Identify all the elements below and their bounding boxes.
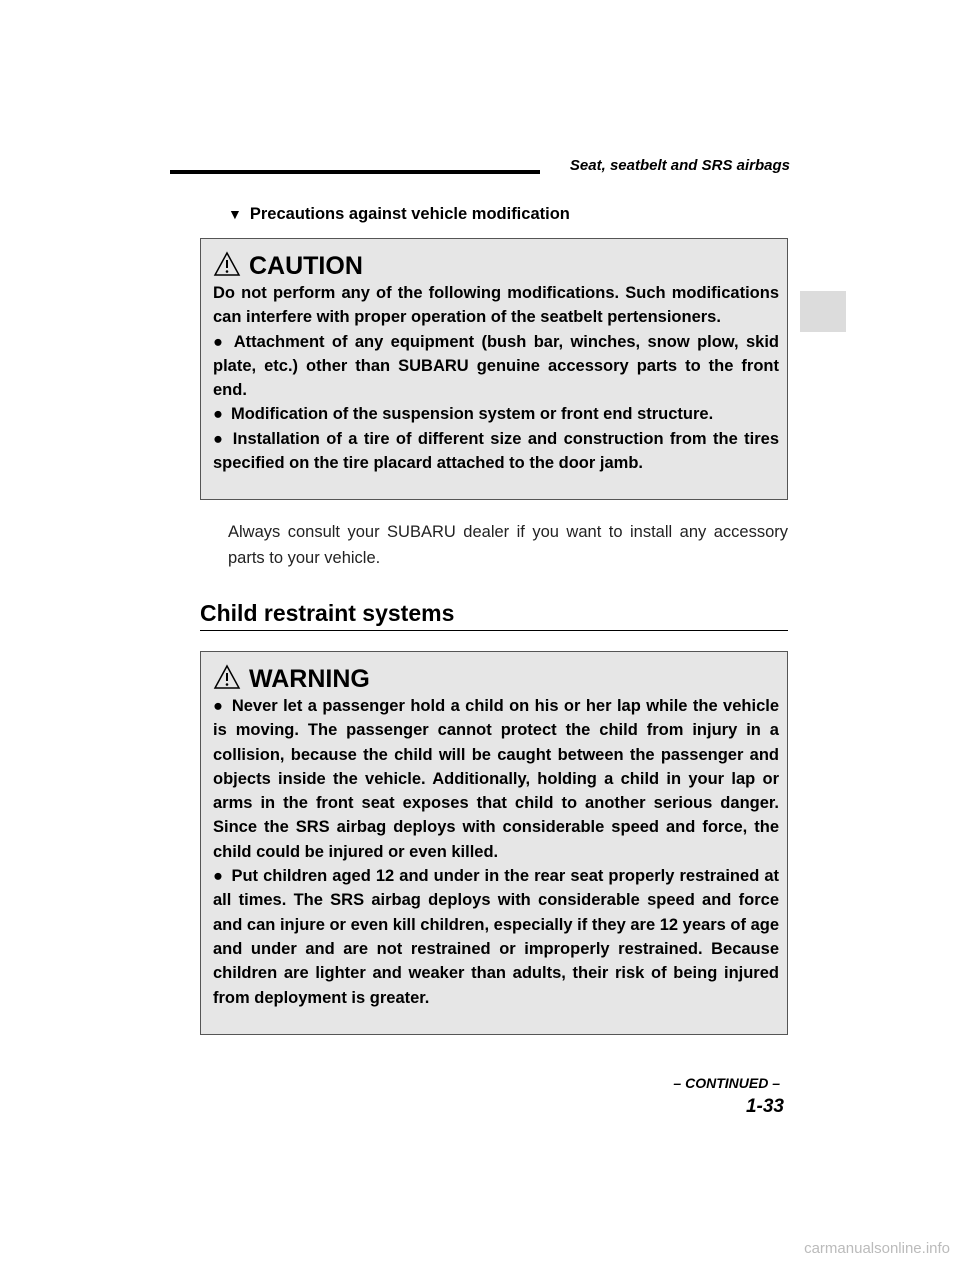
warning-triangle-icon <box>213 251 241 277</box>
down-triangle-icon: ▼ <box>228 206 242 222</box>
watermark: carmanualsonline.info <box>804 1240 950 1257</box>
bullet-dot-icon: ● <box>213 429 225 448</box>
header-rule <box>170 170 540 174</box>
warning-item: ● Put children aged 12 and under in the rear seat properly restrained at all times. The SRS airbag deploys with considerable speed and force and can injure or even kill children, especially if they are 12 years of age and under and are not restrained or improperly restrained. Because children are lighter and weaker than adults, their risk of being injured from deployment is greater. <box>213 867 779 1007</box>
warning-title <box>213 664 779 694</box>
bullet-dot-icon: ● <box>213 332 226 351</box>
section-rule <box>200 630 788 631</box>
caution-item: ● Installation of a tire of different size and construction from the tires specified on the tire placard attached to the door jamb. <box>213 429 780 473</box>
warning-label: WARNING <box>249 665 370 693</box>
running-header: Seat, seatbelt and SRS airbags <box>569 157 790 174</box>
warning-box <box>200 651 788 1035</box>
caution-title <box>213 251 779 281</box>
chapter-tab <box>800 291 846 332</box>
caution-item: ● Attachment of any equipment (bush bar, winches, snow plow, skid plate, etc.) other than SUBARU genuine accessory parts to the front end. <box>213 332 780 400</box>
bullet-dot-icon: ● <box>213 697 224 715</box>
warning-triangle-icon <box>213 664 241 690</box>
section-heading: Child restraint systems <box>200 600 455 626</box>
bullet-dot-icon: ● <box>213 405 223 424</box>
warning-item: ● Never let a passenger hold a child on his or her lap while the vehicle is moving. The passenger cannot protect the child from injury in a collision, because the child will be caught between the passenger and objects inside the vehicle. Additionally, holding a child in your lap or arms in the front seat exposes that child to another serious danger. Since the SRS airbag deploys with considerable speed and force, the child could be injured or even killed. <box>213 697 780 861</box>
body-paragraph: Always consult your SUBARU dealer if you want to install any accessory parts to your vehicle. <box>228 523 788 567</box>
caution-box <box>200 238 788 500</box>
caution-intro: Do not perform any of the following modifications. Such modifications can interfere with proper operation of the seatbelt pertensioners. <box>213 284 779 327</box>
bullet-dot-icon: ● <box>213 867 224 886</box>
continued-label: – CONTINUED – <box>673 1075 780 1091</box>
subsection-title: Precautions against vehicle modification <box>249 205 570 223</box>
caution-item: ● Modification of the suspension system or front end structure. <box>213 405 714 424</box>
caution-label: CAUTION <box>249 252 363 280</box>
subsection-heading <box>228 205 570 224</box>
page-number: 1-33 <box>745 1096 784 1117</box>
